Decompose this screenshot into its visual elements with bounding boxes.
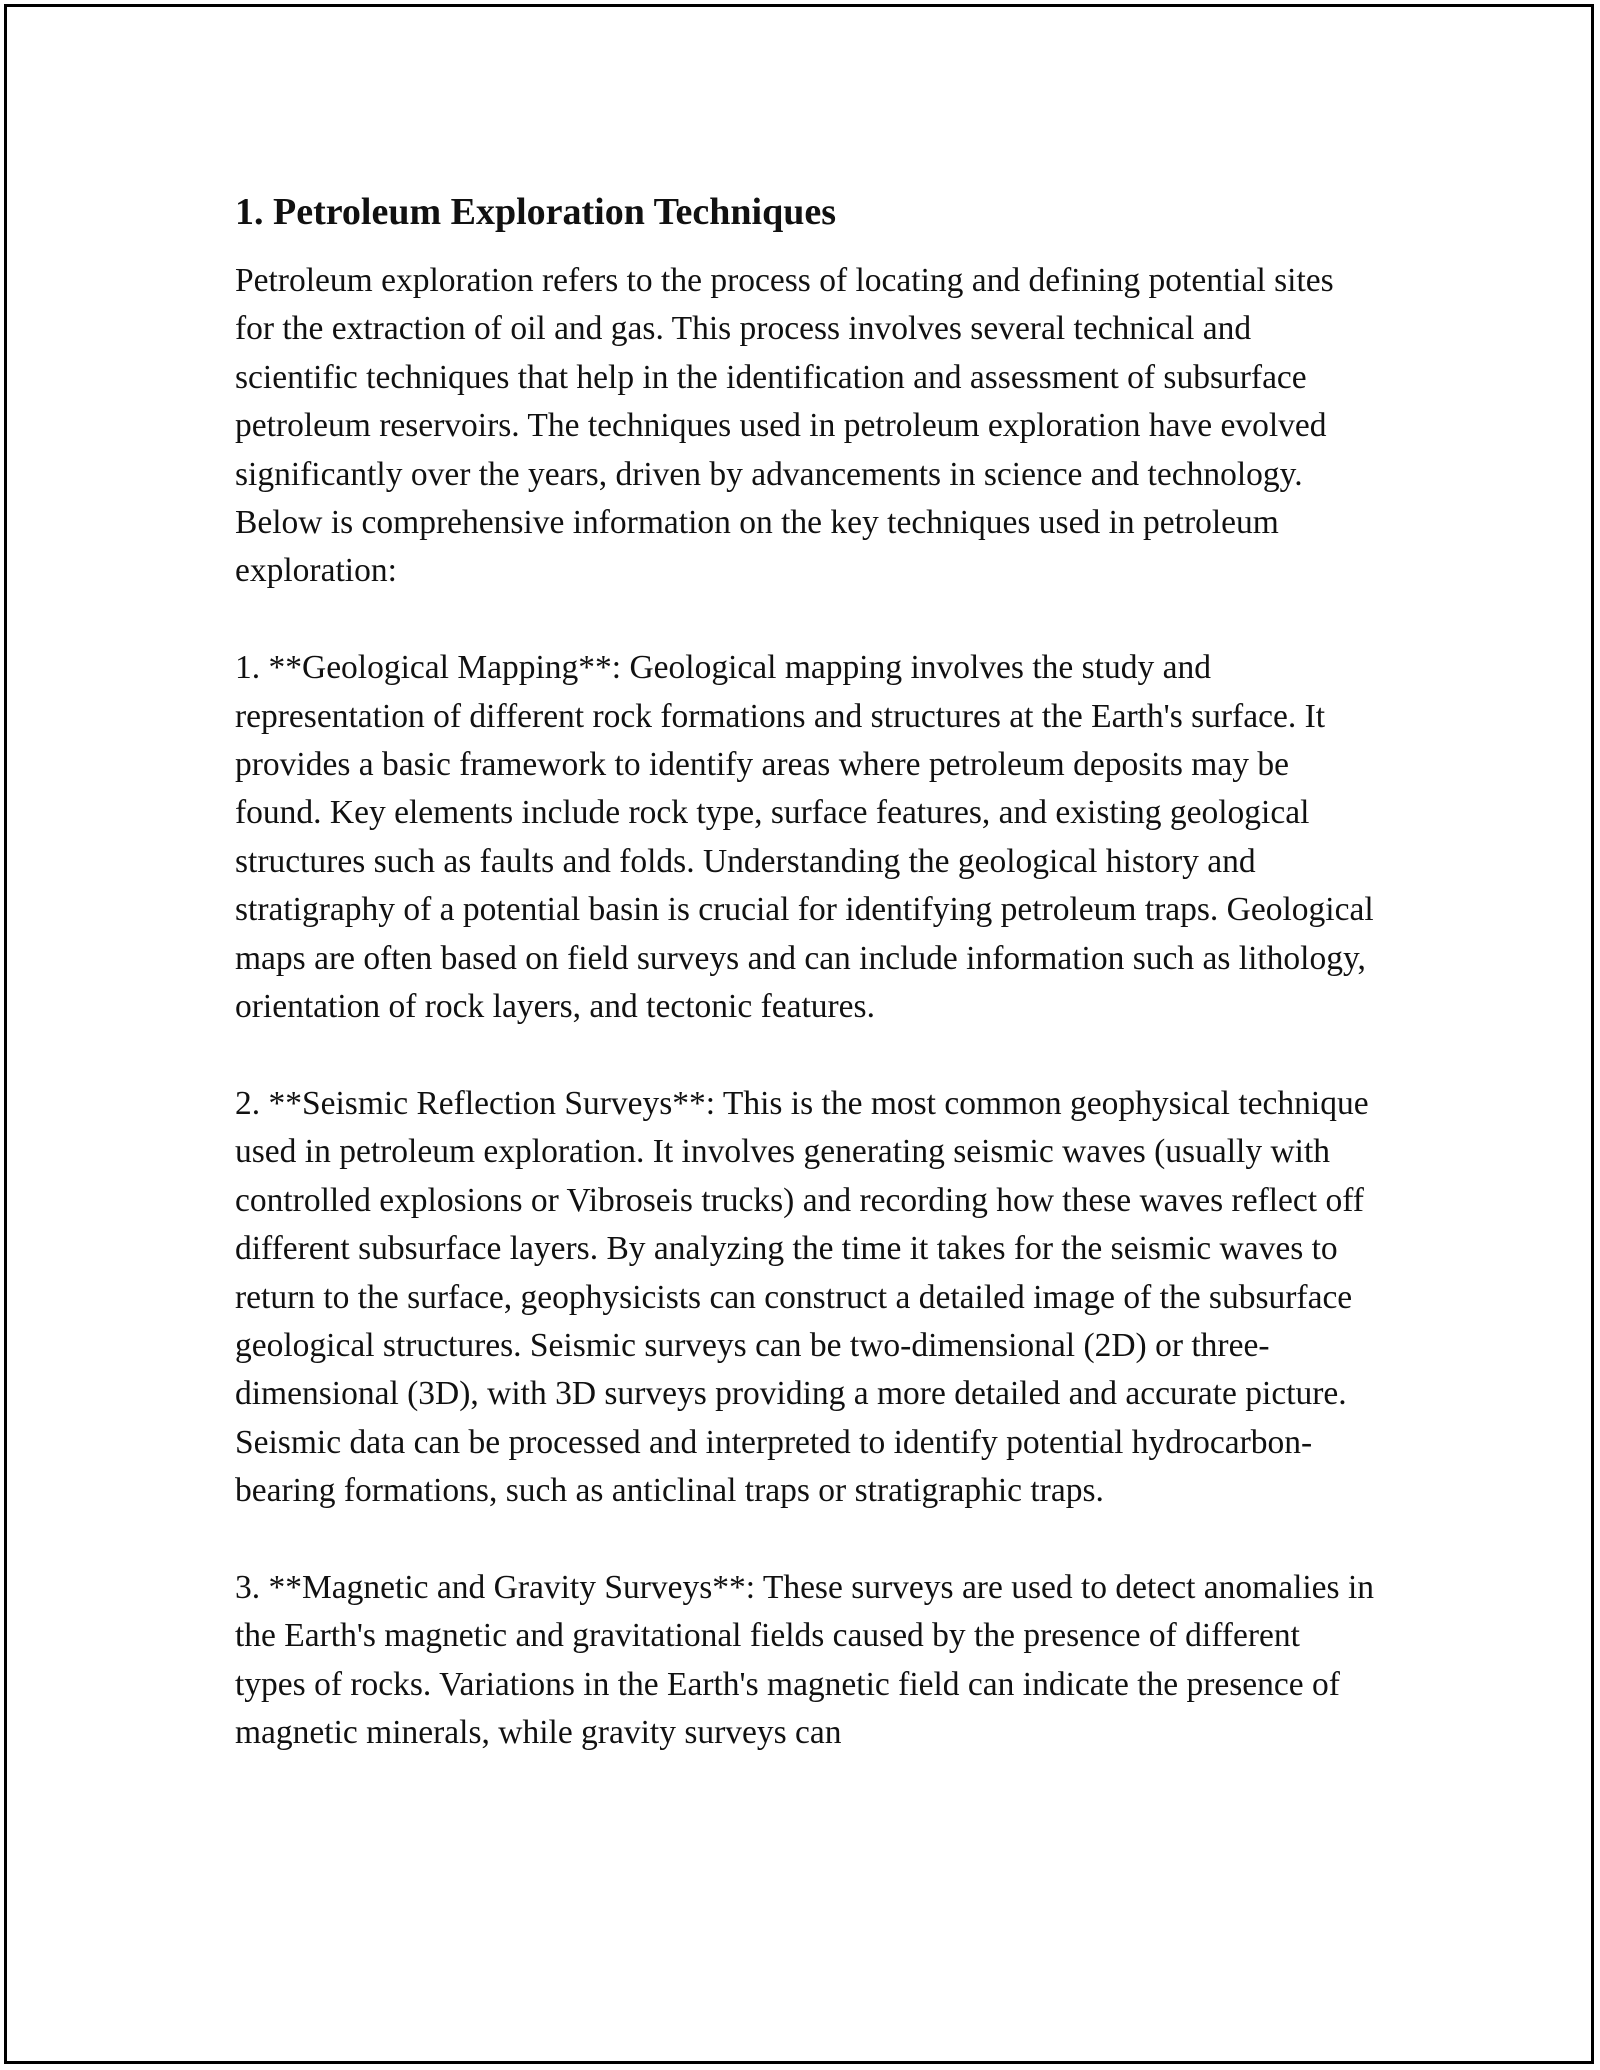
document-body (235, 186, 1375, 1806)
section-heading: 1. Petroleum Exploration Techniques (235, 191, 837, 233)
intro-paragraph: Petroleum exploration refers to the process of locating and defining potential sites for the extraction of oil and gas. This process involves several technical and scientific techniques that help in the identification and assessment of subsurface petroleum reservoirs. The techniques used in petroleum exploration have evolved significantly over the years, driven by advancements in science and technology. Below is comprehensive information on the key techniques used in petroleum exploration: (235, 262, 1334, 590)
seismic-surveys-paragraph: 2. **Seismic Reflection Surveys**: This is the most common geophysical technique used in petroleum exploration. It involves generating seismic waves (usually with controlled explosions or Vibroseis trucks) and recording how these waves reflect off different subsurface layers. By analyzing the time it takes for the seismic waves to return to the surface, geophysicists can construct a detailed image of the subsurface geological structures. Seismic surveys can be two-dimensional (2D) or three-dimensional (3D), with 3D surveys providing a more detailed and accurate picture. Seismic data can be processed and interpreted to identify potential hydrocarbon-bearing formations, such as anticlinal traps or stratigraphic traps. (235, 1084, 1369, 1510)
geological-mapping-paragraph: 1. **Geological Mapping**: Geological mapping involves the study and representation of different rock formations and structures at the Earth's surface. It provides a basic framework to identify areas where petroleum deposits may be found. Key elements include rock type, surface features, and existing geological structures such as faults and folds. Understanding the geological history and stratigraphy of a potential basin is crucial for identifying petroleum traps. Geological maps are often based on field surveys and can include information such as lithology, orientation of rock layers, and tectonic features. (235, 649, 1374, 1026)
magnetic-gravity-paragraph: 3. **Magnetic and Gravity Surveys**: These surveys are used to detect anomalies in the Earth's magnetic and gravitational fields caused by the presence of different types of rocks. Variations in the Earth's magnetic field can indicate the presence of magnetic minerals, while gravity surveys can (235, 1568, 1375, 1752)
